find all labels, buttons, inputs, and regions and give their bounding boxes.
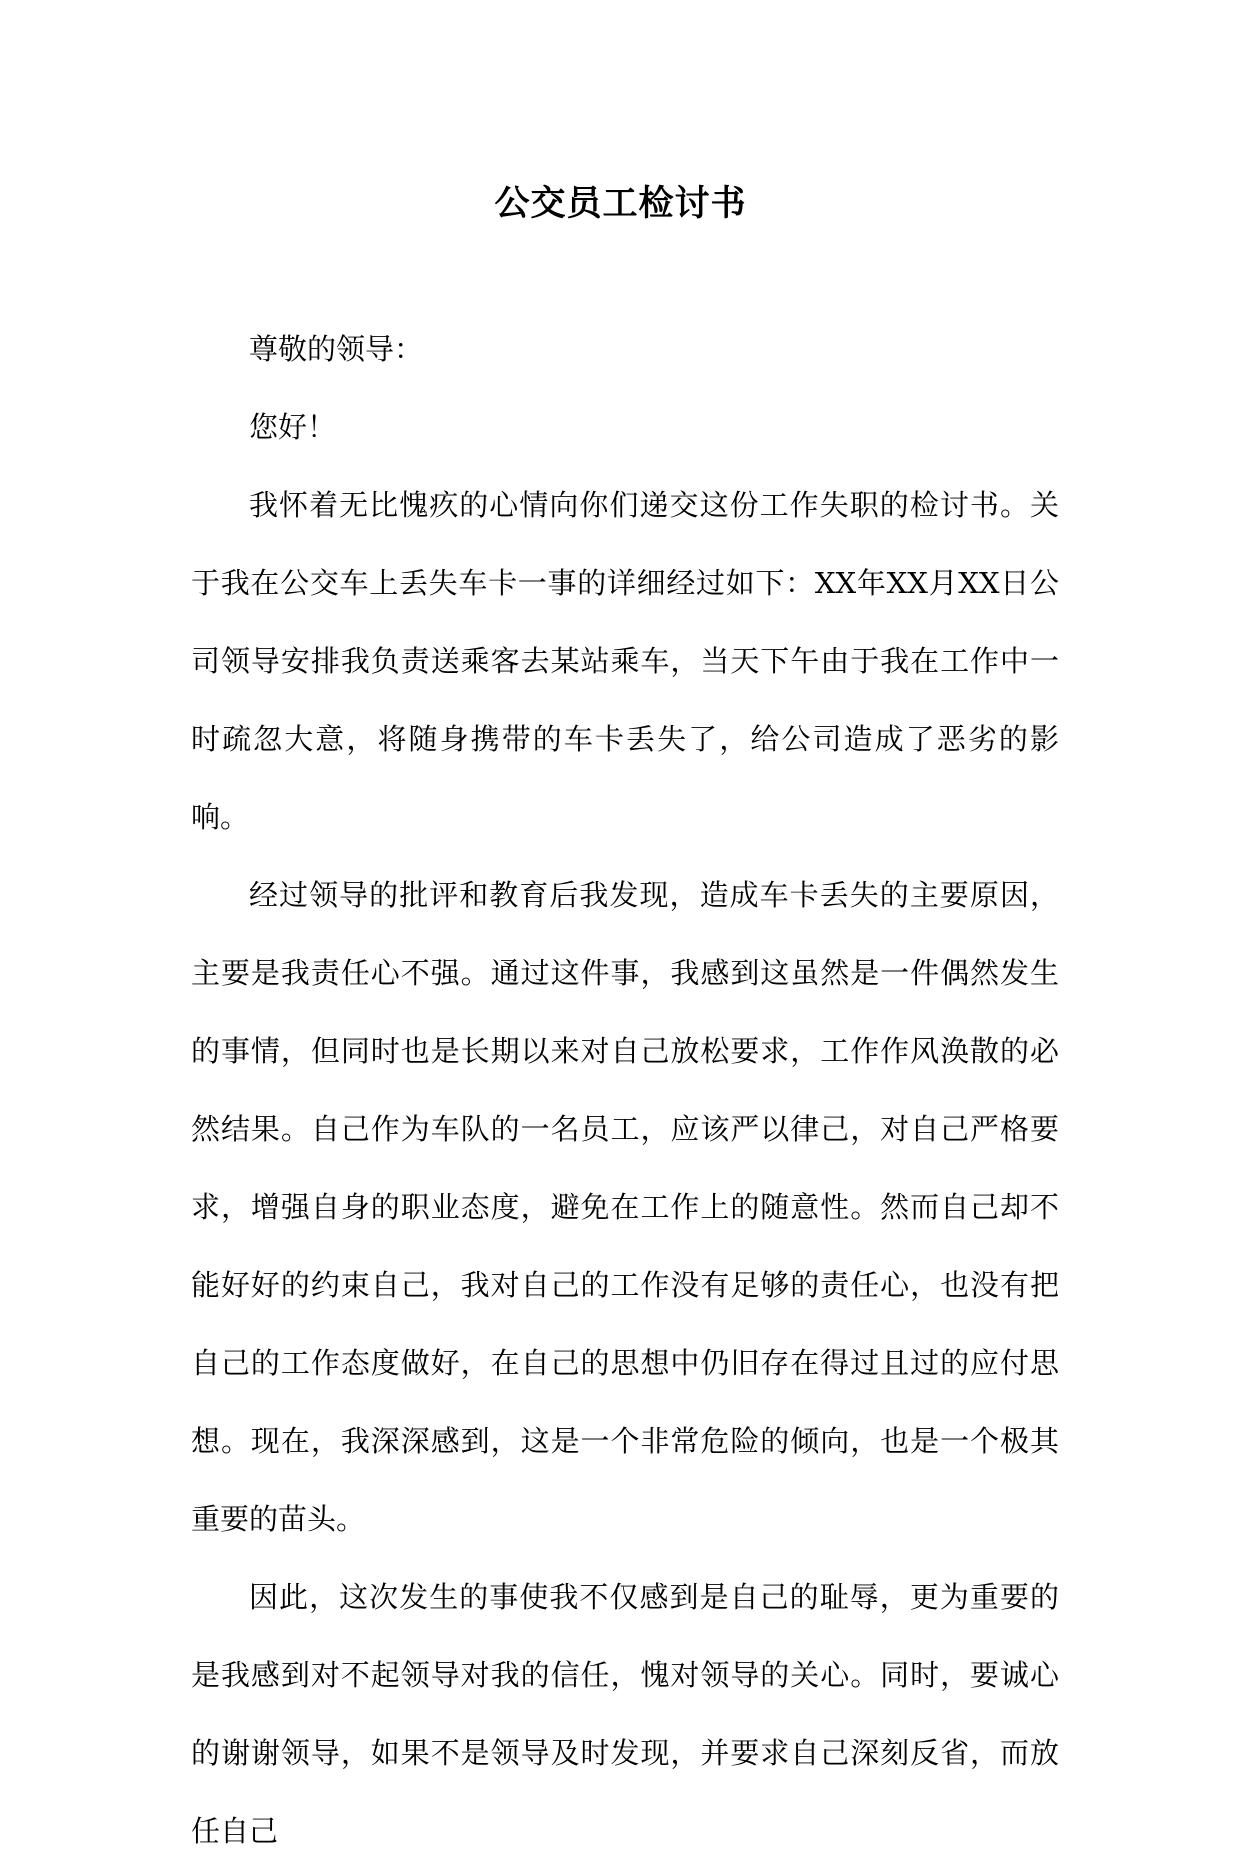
document-body bbox=[191, 310, 1059, 1870]
salutation: 尊敬的领导： bbox=[249, 332, 424, 366]
paragraph-1: 我怀着无比愧疚的心情向你们递交这份工作失职的检讨书。关于我在公交车上丢失车卡一事的详细经过如下：XX年XX月XX日公司领导安排我负责送乘客去某站乘车，当天下午由于我在工作中一时疏忽大意，将随身携带的车卡丢失了，给公司造成了恶劣的影响。 bbox=[191, 488, 1059, 834]
greeting: 您好！ bbox=[249, 410, 337, 444]
paragraph-2: 经过领导的批评和教育后我发现，造成车卡丢失的主要原因，主要是我责任心不强。通过这件事，我感到这虽然是一件偶然发生的事情，但同时也是长期以来对自己放松要求，工作作风涣散的必然结果。自己作为车队的一名员工，应该严以律己，对自己严格要求，增强自身的职业态度，避免在工作上的随意性。然而自己却不能好好的约束自己，我对自己的工作没有足够的责任心，也没有把自己的工作态度做好，在自己的思想中仍旧存在得过且过的应付思想。现在，我深深感到，这是一个非常危险的倾向，也是一个极其重要的苗头。 bbox=[191, 878, 1059, 1536]
document-title: 公交员工检讨书 bbox=[494, 183, 747, 224]
paragraph-3: 因此，这次发生的事使我不仅感到是自己的耻辱，更为重要的是我感到对不起领导对我的信任，愧对领导的关心。同时，要诚心的谢谢领导，如果不是领导及时发现，并要求自己深刻反省，而放任自己 bbox=[191, 1580, 1059, 1848]
